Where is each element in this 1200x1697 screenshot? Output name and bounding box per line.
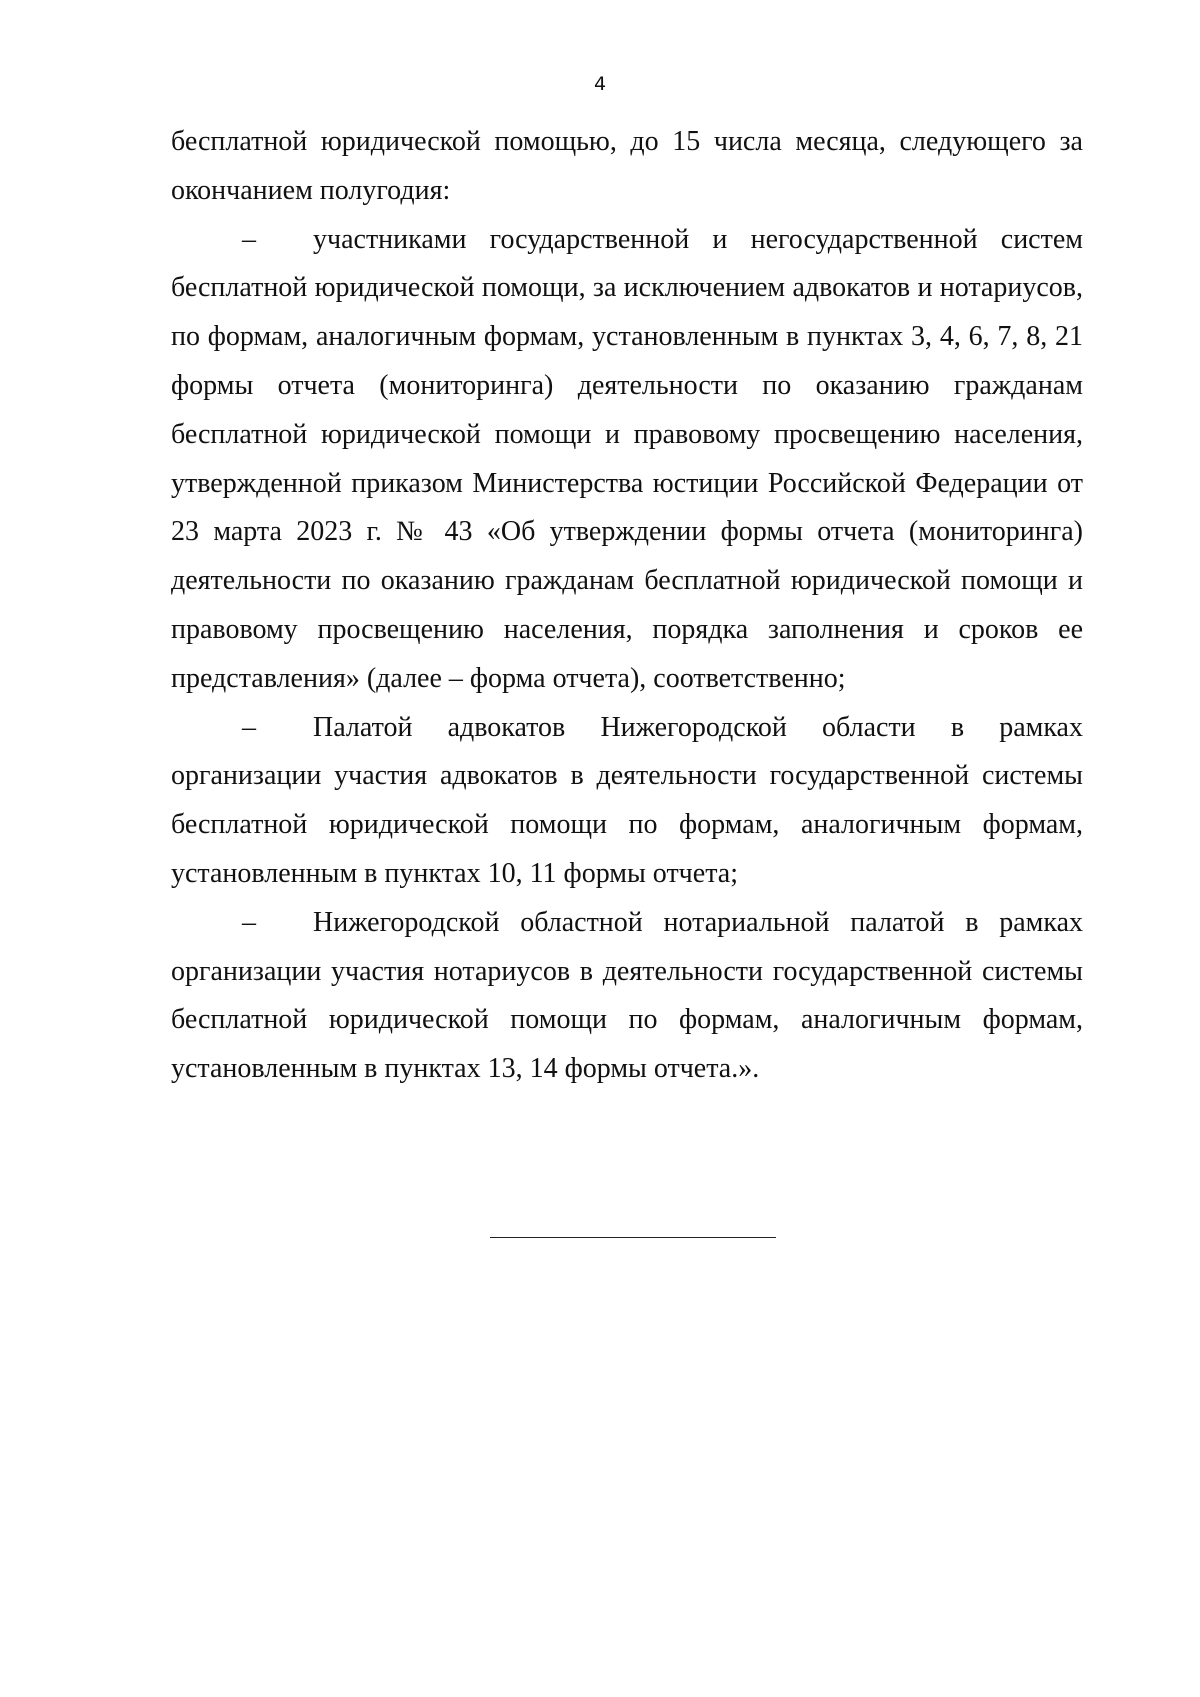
- end-separator-line: [490, 1237, 776, 1238]
- page-number: 4: [593, 73, 607, 95]
- list-item: [171, 899, 1083, 1094]
- list-item-dash: –: [242, 223, 256, 255]
- list-item-dash: –: [242, 711, 256, 743]
- list-item: [171, 216, 1083, 704]
- document-body: [171, 118, 1083, 1094]
- list-item-dash: –: [242, 906, 256, 938]
- list-item: [171, 704, 1083, 899]
- list-item-text: Нижегородской областной нотариальной палатой в рамках организации участия нотариусов в деятельности государственной системы бесплатной юридической помощи по формам, аналогичным формам, установленным в пунктах 13, 14 формы отчета.».: [171, 906, 1083, 1085]
- list-item-text: Палатой адвокатов Нижегородской области в рамках организации участия адвокатов в деятельности государственной системы бесплатной юридической помощи по формам, аналогичным формам, установленным в пунктах 10, 11 формы отчета;: [171, 711, 1083, 889]
- list-item-text: участниками государственной и негосударственной систем бесплатной юридической помощи, за исключением адвокатов и нотариусов, по формам, аналогичным формам, установленным в пунктах 3, 4, 6, 7, 8, 21 формы отчета (мониторинга) деятельности по оказанию гражданам бесплатной юридической помощи и правовому просвещению населения, утвержденной приказом Министерства юстиции Российской Федерации от 23 марта 2023 г. № 43 «Об утверждении формы отчета (мониторинга) деятельности по оказанию гражданам бесплатной юридической помощи и правовому просвещению населения, порядка заполнения и сроков ее представления» (далее – форма отчета), соответственно;: [171, 223, 1083, 694]
- paragraph-continuation: бесплатной юридической помощью, до 15 числа месяца, следующего за окончанием полугодия:: [171, 126, 1083, 206]
